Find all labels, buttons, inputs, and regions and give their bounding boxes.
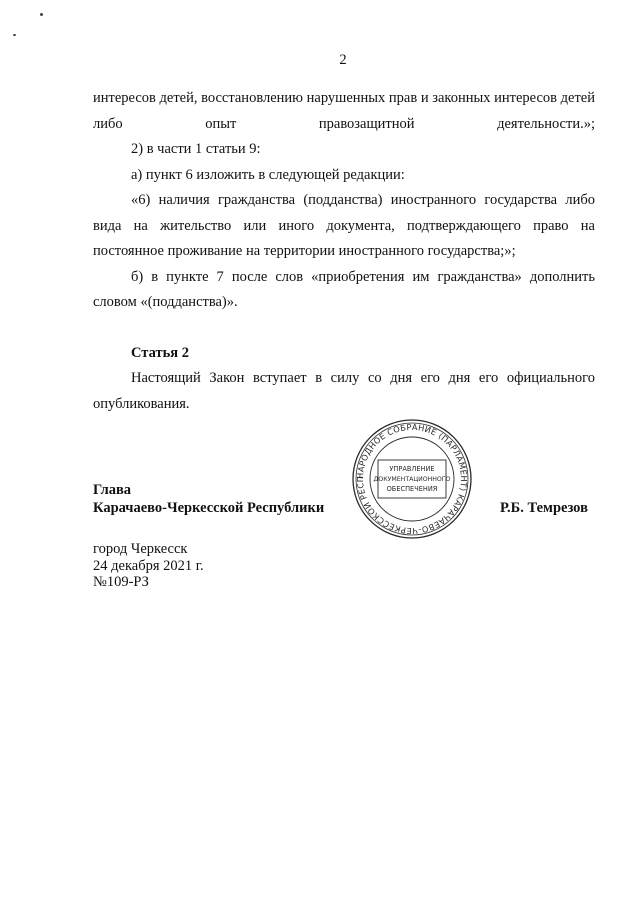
scan-speck xyxy=(40,13,43,16)
paragraph-item-b: б) в пункте 7 после слов «приобретения им гражданства» дополнить словом «(подданства)». xyxy=(93,268,595,310)
seal-box-line-3: ОБЕСПЕЧЕНИЯ xyxy=(386,485,438,493)
paragraph-item-2: 2) в части 1 статьи 9: xyxy=(131,141,261,157)
signatory-title-line-1: Глава xyxy=(93,482,132,498)
seal-box-line-1: УПРАВЛЕНИЕ xyxy=(389,465,435,473)
place-and-date xyxy=(93,541,204,591)
law-number: №109-РЗ xyxy=(93,574,149,590)
seal-ring-text: НАРОДНОЕ СОБРАНИЕ (ПАРЛАМЕНТ) КАРАЧАЕВО-ЧЕРКЕССКОЙ РЕСП xyxy=(354,421,470,537)
paragraph-quote-6: «6) наличия гражданства (подданства) иностранного государства либо вида на жительство или иного документа, подтверждающего право на постоянное проживание на территории иностранного государства;»; xyxy=(93,192,595,259)
article-2-heading: Статья 2 xyxy=(131,344,189,361)
paragraph-continuation: интересов детей, восстановлению нарушенных прав и законных интересов детей либо опыт правозащитной деятельности.»; xyxy=(93,90,595,132)
signatory-title xyxy=(93,481,324,517)
date: 24 декабря 2021 г. xyxy=(93,557,204,574)
document-body xyxy=(93,86,595,417)
city: город Черкесск xyxy=(93,541,188,557)
official-seal xyxy=(351,418,473,540)
scan-speck xyxy=(13,34,16,36)
paragraph-item-a: а) пункт 6 изложить в следующей редакции: xyxy=(131,166,405,183)
seal-box-line-2: ДОКУМЕНТАЦИОННОГО xyxy=(373,476,451,483)
seal-graphic xyxy=(351,418,473,540)
article-2-text: Настоящий Закон вступает в силу со дня его дня его официального опубликования. xyxy=(93,370,595,412)
page-number: 2 xyxy=(339,52,347,68)
signatory-name: Р.Б. Темрезов xyxy=(500,500,588,516)
signatory-title-line-2: Карачаево-Черкесской Республики xyxy=(93,500,325,516)
